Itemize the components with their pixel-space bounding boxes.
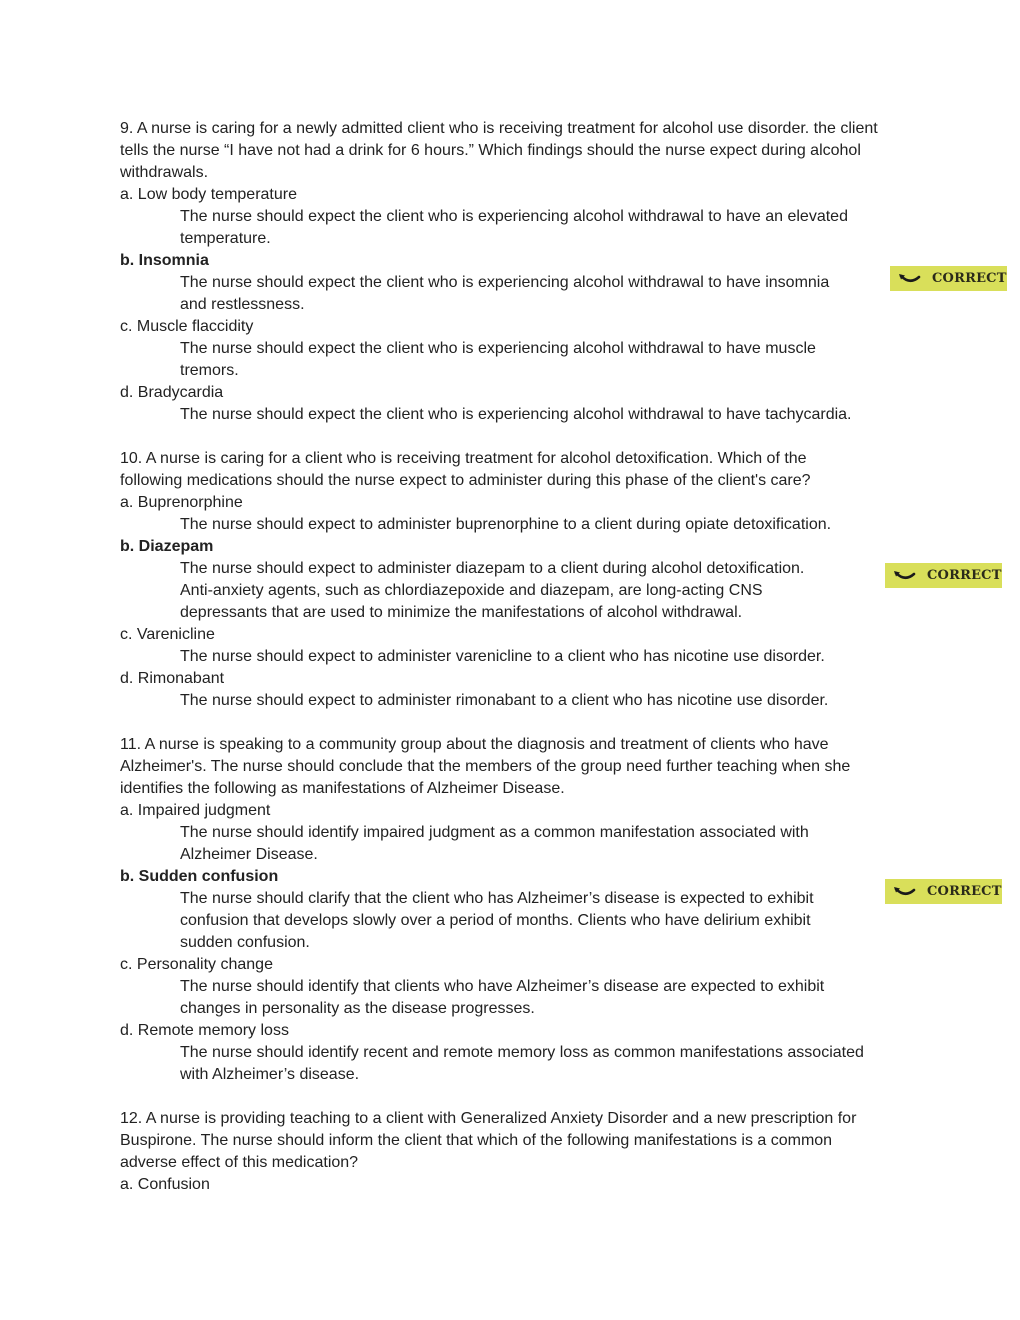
return-arrow-icon <box>893 886 917 898</box>
badge-label: CORRECT <box>932 271 1007 286</box>
correct-badge <box>885 563 1002 588</box>
option-rationale: The nurse should expect the client who is experiencing alcohol withdrawal to have tachycardia. <box>180 406 852 423</box>
option-a: a. Buprenorphine <box>120 494 243 511</box>
option-b-correct: b. Sudden confusion <box>120 868 279 885</box>
question-stem: 9. A nurse is caring for a newly admitted client who is receiving treatment for alcohol use disorder. the client tells the nurse “I have not had a drink for 6 hours.” Which findings should the nurse expect during alcohol withdrawals. <box>120 120 878 181</box>
badge-label: CORRECT <box>927 884 1002 899</box>
option-b-correct: b. Diazepam <box>120 538 214 555</box>
question-stem: 12. A nurse is providing teaching to a client with Generalized Anxiety Disorder and a new prescription for Buspirone. The nurse should inform the client that which of the following manifestations is a common adverse effect of this medication? <box>120 1110 857 1171</box>
question-stem: 10. A nurse is caring for a client who is receiving treatment for alcohol detoxification. Which of the following medications should the nurse expect to administer during this phase of the client's care? <box>120 450 811 489</box>
option-rationale: The nurse should expect the client who is experiencing alcohol withdrawal to have insomnia and restlessness. <box>180 274 830 313</box>
document-page <box>120 118 900 1196</box>
option-rationale: The nurse should expect to administer buprenorphine to a client during opiate detoxification. <box>180 516 832 533</box>
question-9 <box>120 118 900 426</box>
option-rationale: The nurse should expect to administer rimonabant to a client who has nicotine use disorder. <box>180 692 829 709</box>
option-rationale: The nurse should identify impaired judgment as a common manifestation associated with Alzheimer Disease. <box>180 824 809 863</box>
return-arrow-icon <box>898 273 922 285</box>
option-a: a. Confusion <box>120 1176 210 1193</box>
option-rationale: The nurse should expect to administer diazepam to a client during alcohol detoxification. Anti-anxiety agents, such as chlordiazepoxide and diazepam, are long-acting CNS depressants that are used to minimize the manifestations of alcohol withdrawal. <box>180 560 805 621</box>
question-11 <box>120 734 900 1086</box>
option-b-correct: b. Insomnia <box>120 252 209 269</box>
option-d: d. Bradycardia <box>120 384 224 401</box>
option-c: c. Varenicline <box>120 626 215 643</box>
option-rationale: The nurse should clarify that the client who has Alzheimer’s disease is expected to exhibit confusion that develops slowly over a period of months. Clients who have delirium exhibit sudden confusion. <box>180 890 814 951</box>
option-rationale: The nurse should expect to administer varenicline to a client who has nicotine use disorder. <box>180 648 825 665</box>
correct-badge <box>890 266 1007 291</box>
option-rationale: The nurse should identify that clients who have Alzheimer’s disease are expected to exhibit changes in personality as the disease progresses. <box>180 978 825 1017</box>
badge-label: CORRECT <box>927 568 1002 583</box>
option-c: c. Personality change <box>120 956 273 973</box>
option-a: a. Low body temperature <box>120 186 297 203</box>
question-stem: 11. A nurse is speaking to a community group about the diagnosis and treatment of clients who have Alzheimer's. The nurse should conclude that the members of the group need further teaching when she identifies the following as manifestations of Alzheimer Disease. <box>120 736 851 797</box>
option-d: d. Rimonabant <box>120 670 225 687</box>
option-rationale: The nurse should identify recent and remote memory loss as common manifestations associated with Alzheimer’s disease. <box>180 1044 864 1083</box>
question-12 <box>120 1108 900 1196</box>
correct-badge <box>885 879 1002 904</box>
return-arrow-icon <box>893 570 917 582</box>
option-a: a. Impaired judgment <box>120 802 271 819</box>
question-10 <box>120 448 900 712</box>
option-c: c. Muscle flaccidity <box>120 318 254 335</box>
option-rationale: The nurse should expect the client who is experiencing alcohol withdrawal to have muscle tremors. <box>180 340 816 379</box>
option-rationale: The nurse should expect the client who is experiencing alcohol withdrawal to have an elevated temperature. <box>180 208 848 247</box>
option-d: d. Remote memory loss <box>120 1022 289 1039</box>
